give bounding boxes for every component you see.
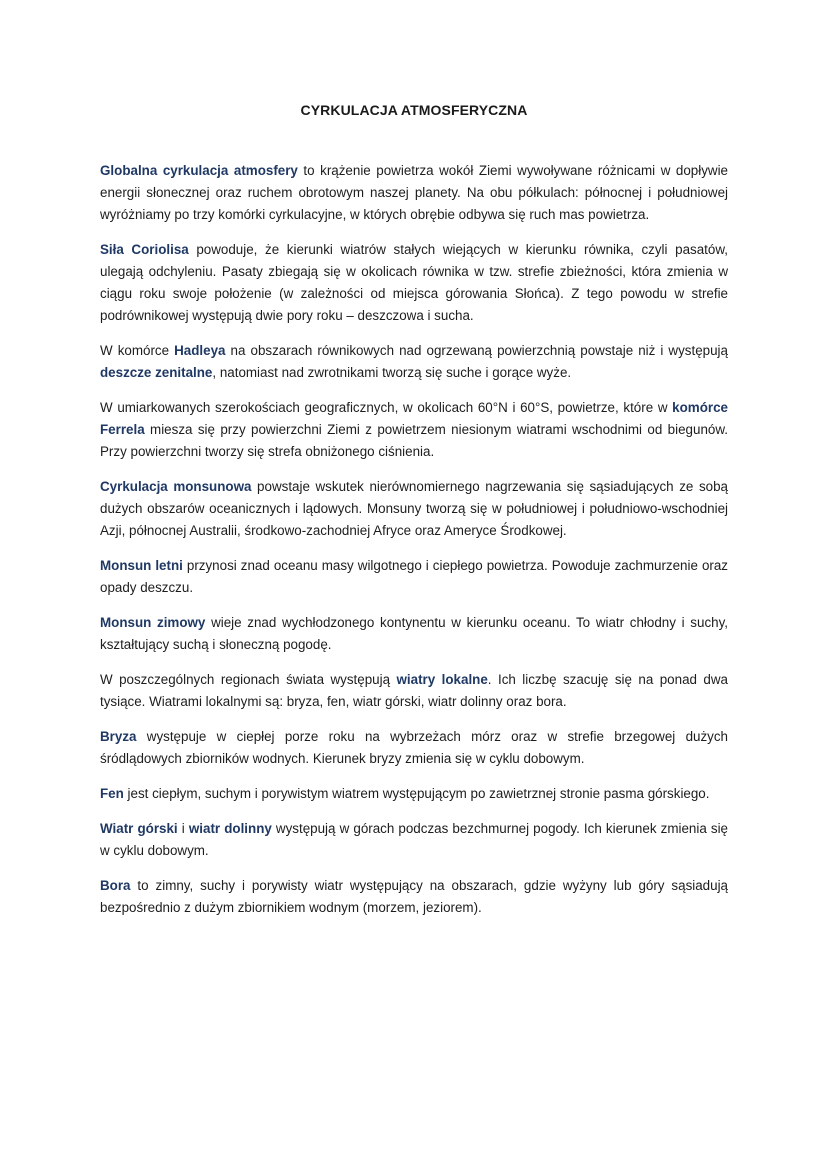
highlighted-term: wiatr dolinny: [188, 821, 272, 836]
paragraph: [100, 476, 728, 542]
paragraph-text: występują w górach podczas bezchmurnej pogody. Ich kierunek zmienia się w cyklu dobowym.: [100, 821, 728, 858]
paragraph-text: wieje znad wychłodzonego kontynentu w kierunku oceanu. To wiatr chłodny i suchy, kształtujący suchą i słoneczną pogodę.: [100, 615, 729, 652]
paragraph-text: . Ich liczbę szacuję się na ponad dwa tysiące. Wiatrami lokalnymi są: bryza, fen, wiatr górski, wiatr dolinny oraz bora.: [100, 672, 728, 709]
paragraph: [100, 239, 728, 327]
paragraph: [100, 726, 728, 770]
highlighted-term: Hadleya: [174, 343, 226, 358]
paragraph-text: występuje w ciepłej porze roku na wybrzeżach mórz oraz w strefie brzegowej dużych śródlądowych zbiorników wodnych. Kierunek bryzy zmienia się w cyklu dobowym.: [100, 729, 728, 766]
paragraph: [100, 875, 728, 919]
paragraph-text: przynosi znad oceanu masy wilgotnego i ciepłego powietrza. Powoduje zachmurzenie oraz opady deszczu.: [100, 558, 728, 595]
highlighted-term: Wiatr górski: [100, 821, 178, 836]
paragraph: [100, 397, 728, 463]
paragraph-text: jest ciepłym, suchym i porywistym wiatrem występującym po zawietrznej stronie pasma górskiego.: [123, 786, 710, 801]
paragraph: [100, 783, 728, 805]
highlighted-term: wiatry lokalne: [396, 672, 488, 687]
highlighted-term: Monsun letni: [100, 558, 183, 573]
paragraph-text: powstaje wskutek nierównomiernego nagrzewania się sąsiadujących ze sobą dużych obszarów oceanicznych i lądowych. Monsuny tworzą się w południowej i południowo-wschodniej Azji, północnej Australii, środkowo-zachodniej Afryce oraz Ameryce Środkowej.: [100, 479, 728, 538]
paragraph: [100, 340, 728, 384]
paragraph: [100, 669, 728, 713]
highlighted-term: Fen: [100, 786, 124, 801]
paragraph-text: to zimny, suchy i porywisty wiatr występujący na obszarach, gdzie wyżyny lub góry sąsiadują bezpośrednio z dużym zbiornikiem wodnym (morzem, jeziorem).: [100, 878, 728, 915]
paragraph-text: to krążenie powietrza wokół Ziemi wywoływane różnicami w dopływie energii słonecznej oraz ruchem obrotowym naszej planety. Na obu półkulach: północnej i południowej wyróżniamy po trzy komórki cyrkulacyjne, w których obrębie odbywa się ruch mas powietrza.: [100, 163, 729, 222]
paragraph-text: i: [177, 821, 189, 836]
paragraph-text: powoduje, że kierunki wiatrów stałych wiejących w kierunku równika, czyli pasatów, ulegają odchyleniu. Pasaty zbiegają się w okolicach równika w tzw. strefie zbieżności, która zmienia w ciągu roku swoje położenie (w zależności od miejsca górowania Słońca). Z tego powodu w strefie podrównikowej występują dwie pory roku – deszczowa i sucha.: [100, 242, 728, 323]
paragraph-text: miesza się przy powierzchni Ziemi z powietrzem niesionym wiatrami wschodnimi od biegunów. Przy powierzchni tworzy się strefa obniżonego ciśnienia.: [100, 422, 728, 459]
highlighted-term: deszcze zenitalne: [100, 365, 213, 380]
paragraph: [100, 818, 728, 862]
document-body: [100, 160, 728, 932]
paragraph: [100, 612, 728, 656]
paragraph-text: W umiarkowanych szerokościach geograficznych, w okolicach 60°N i 60°S, powietrze, które w: [100, 400, 673, 415]
highlighted-term: Cyrkulacja monsunowa: [100, 479, 252, 494]
paragraph-text: W poszczególnych regionach świata występują: [100, 672, 397, 687]
highlighted-term: Monsun zimowy: [100, 615, 206, 630]
paragraph-text: na obszarach równikowych nad ogrzewaną powierzchnią powstaje niż i występują: [225, 343, 728, 358]
document-title: CYRKULACJA ATMOSFERYCZNA: [300, 102, 528, 118]
paragraph: [100, 555, 728, 599]
paragraph-text: , natomiast nad zwrotnikami tworzą się suche i gorące wyże.: [212, 365, 572, 380]
highlighted-term: Globalna cyrkulacja atmosfery: [100, 163, 298, 178]
paragraph-text: W komórce: [100, 343, 175, 358]
highlighted-term: Bora: [100, 878, 131, 893]
highlighted-term: Bryza: [100, 729, 137, 744]
highlighted-term: komórce Ferrela: [100, 400, 728, 437]
paragraph: [100, 160, 728, 226]
highlighted-term: Siła Coriolisa: [100, 242, 189, 257]
